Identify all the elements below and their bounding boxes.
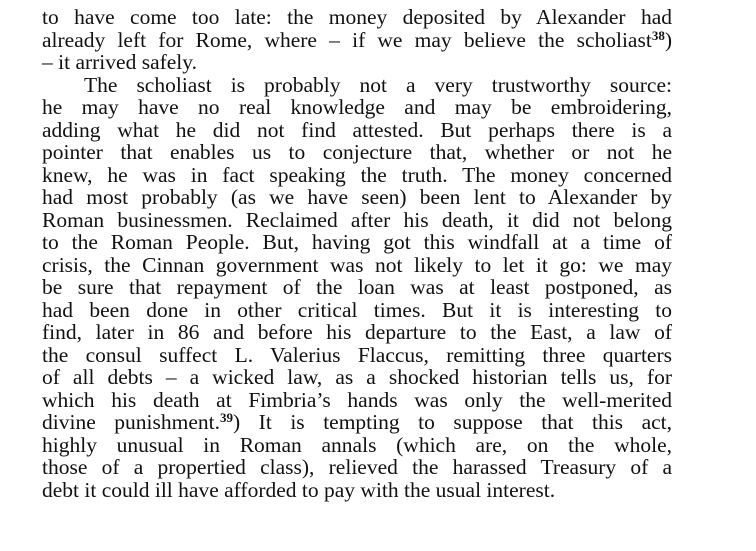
text-line: had most probably (as we have seen) been lent to Alexander by (42, 185, 672, 209)
footnote-mark: 38 (651, 27, 665, 43)
text-line: had been done in other critical times. But it is interesting to (42, 297, 672, 322)
text-line: find, later in 86 and before his departure to the East, a law of (42, 320, 672, 344)
text-line: those of a propertied class), relieved the harassed Treasury of a (42, 455, 672, 479)
text-line: to have come too late: the money deposited by Alexander had (42, 5, 672, 29)
text-line: he may have no real knowledge and may be embroidering, (42, 95, 672, 119)
footnote-mark: 39 (219, 410, 233, 425)
paragraph-1 (42, 6, 672, 74)
text-line: which his death at Fimbria’s hands was only the well-merited (42, 387, 672, 412)
text-line: knew, he was in fact speaking the truth. The money concerned (42, 162, 672, 187)
text-line: to the Roman People. But, having got this windfall at a time of (42, 230, 672, 254)
text-line: adding what he did not find attested. But perhaps there is a (42, 117, 672, 142)
text-line: crisis, the Cinnan government was not likely to let it go: we may (42, 252, 672, 277)
text-line: highly unusual in Roman annals (which are, on the whole, (42, 432, 672, 457)
text-line: be sure that repayment of the loan was at least postponed, as (42, 275, 672, 299)
text-line: the consul suffect L. Valerius Flaccus, remitting three quarters (42, 342, 672, 367)
text-line: – it arrived safely. (42, 50, 198, 74)
text-line: debt it could ill have afforded to pay with the usual interest. (42, 477, 556, 502)
text-line: pointer that enables us to conjecture that, whether or not he (42, 140, 672, 164)
document-page (42, 6, 672, 501)
text-line: of all debts – a wicked law, as a shocked historian tells us, for (42, 365, 672, 389)
text-line: divine punishment.$^{39}$) It is tempting to suppose that this act, (42, 410, 672, 434)
text-line: Roman businessmen. Reclaimed after his death, it did not belong (42, 207, 672, 232)
text-line: already left for Rome, where – if we may believe the scholiast$^{38}$) (42, 27, 672, 52)
paragraph-2 (42, 74, 672, 502)
text-line: The scholiast is probably not a very trustworthy source: (84, 72, 672, 97)
